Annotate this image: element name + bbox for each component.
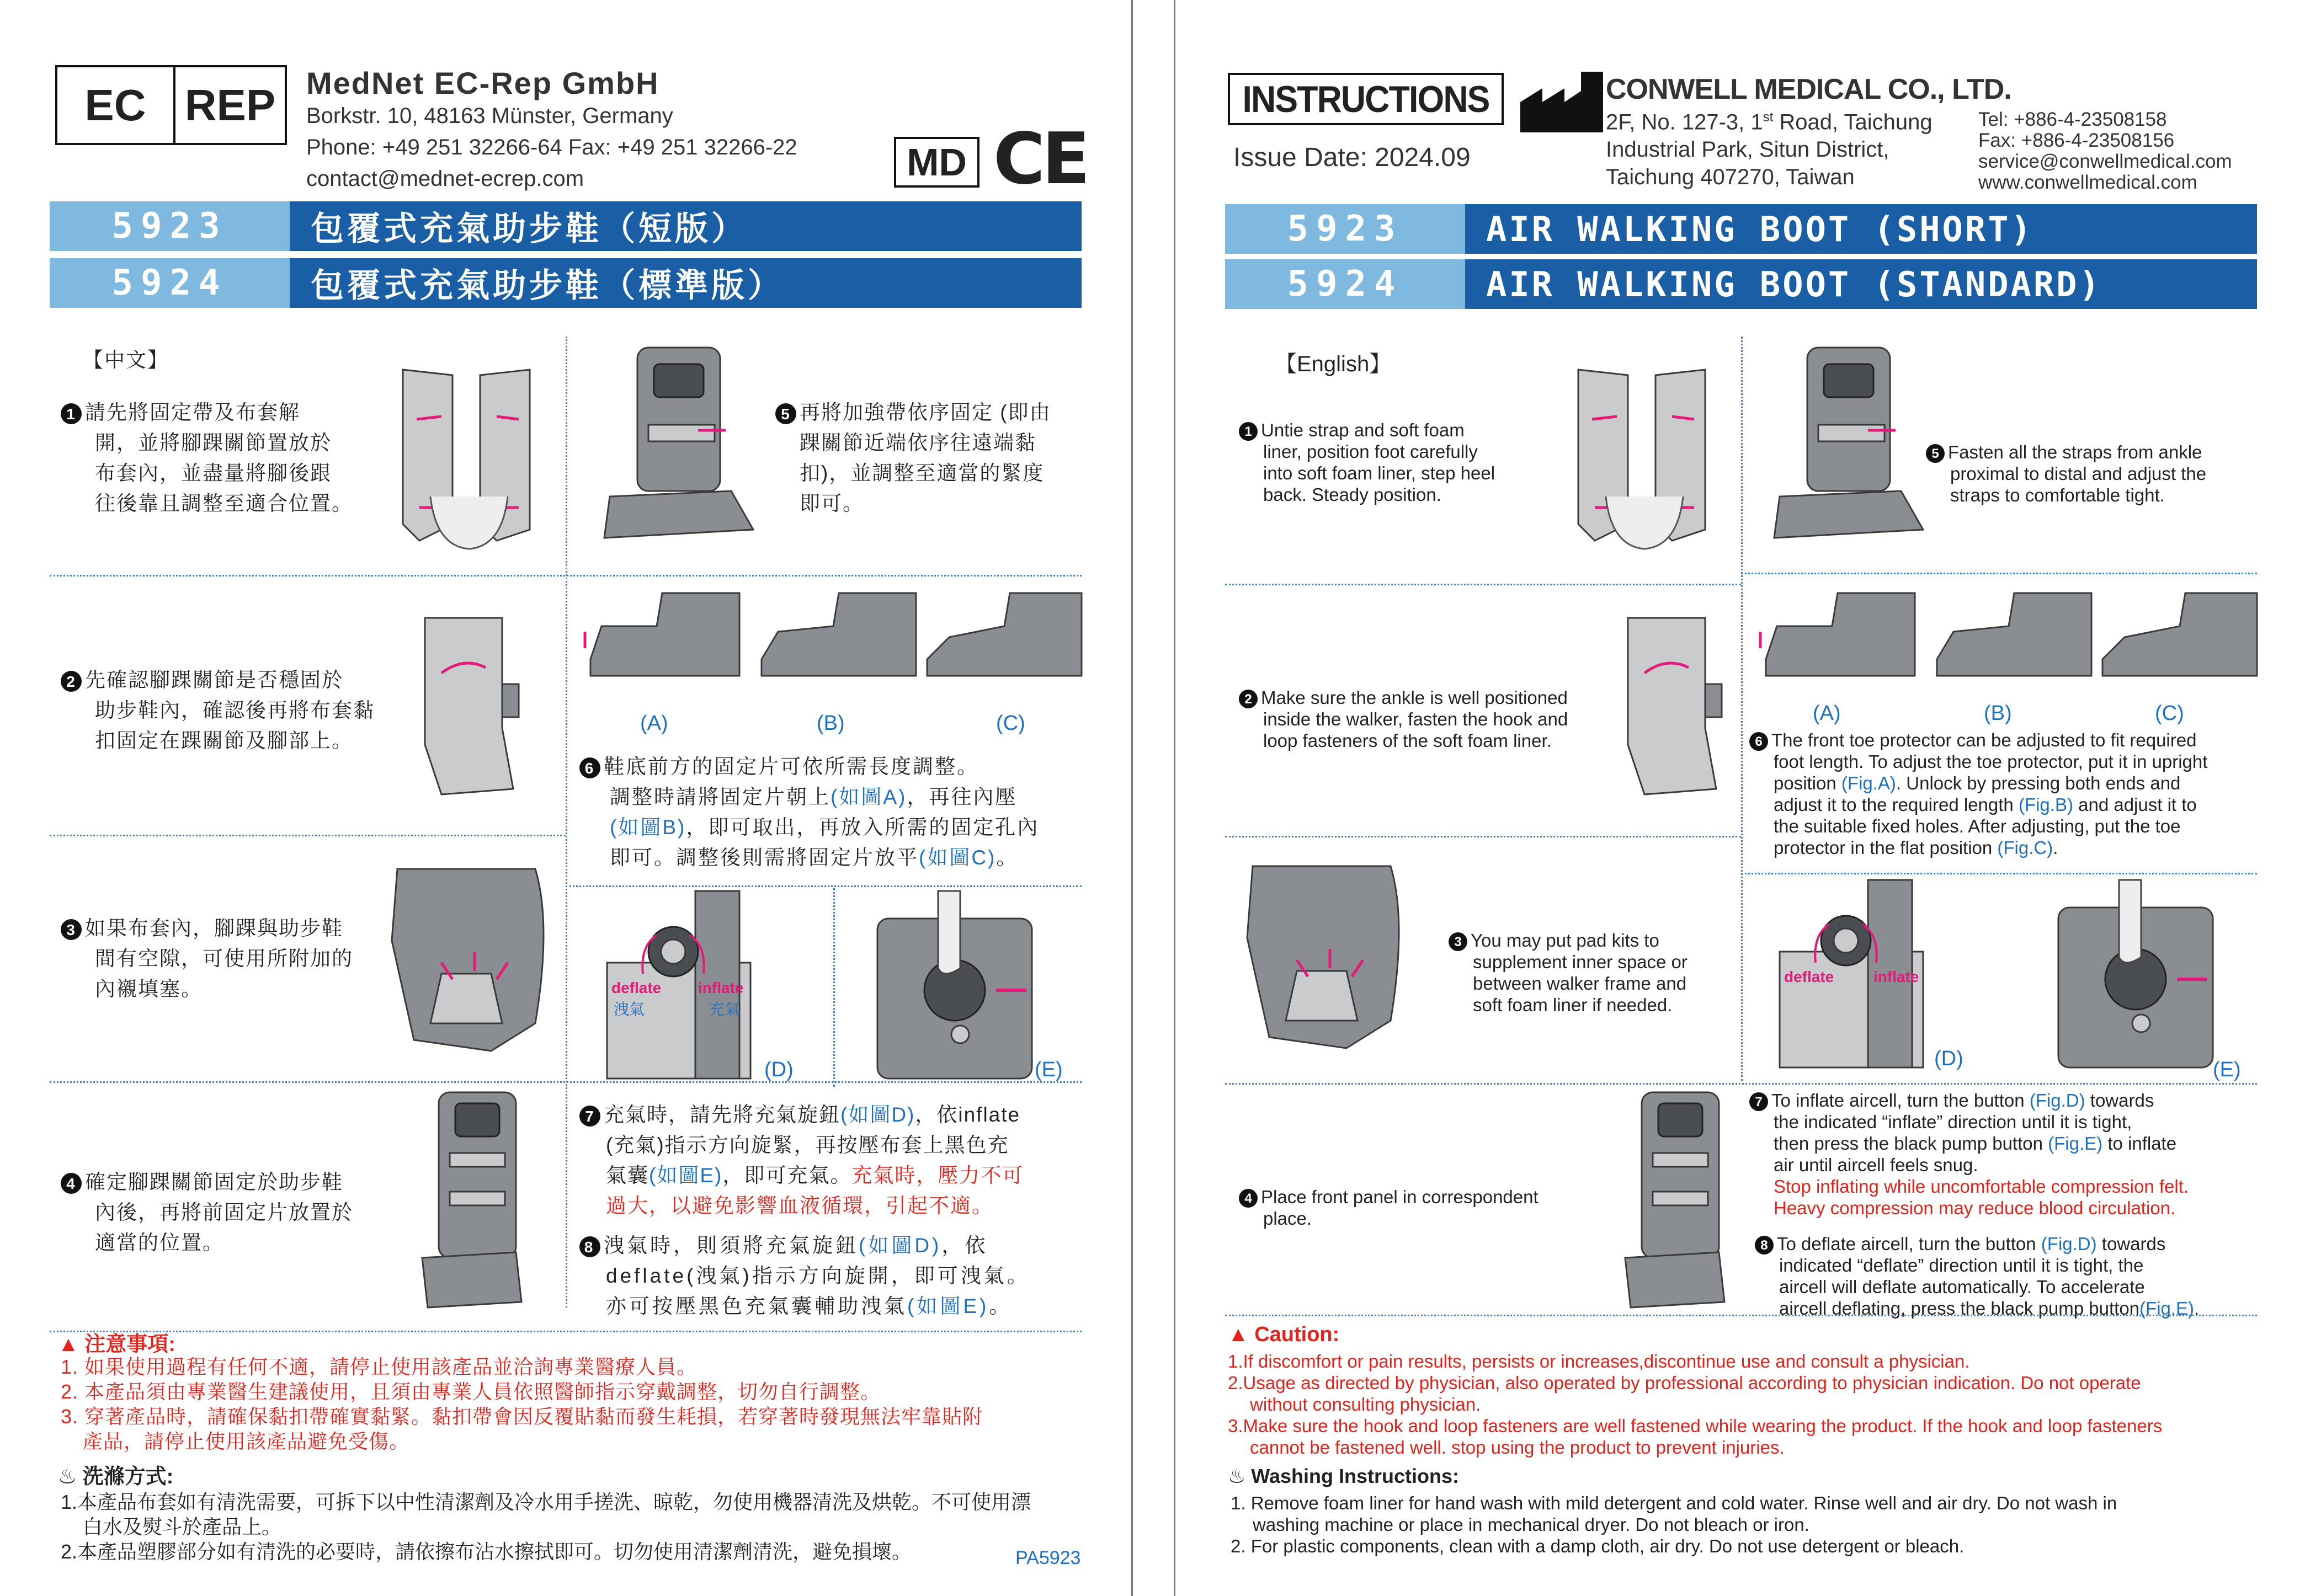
step-line: towards: [2096, 1234, 2166, 1254]
product-number: 5924: [1225, 259, 1465, 309]
step-number-1: 1: [1239, 422, 1258, 441]
product-bar-5923: [1225, 204, 2257, 254]
pad-kit-illustration: [381, 858, 557, 1062]
walking-boot-illustration: [417, 1092, 527, 1313]
warning-text: Heavy compression may reduce blood circulation.: [1774, 1198, 2176, 1219]
step-line: 間有空隙，可使用所附加的: [95, 947, 353, 970]
tel: Tel: +886-4-23508158: [1978, 109, 2167, 130]
warning-text: Stop inflating while uncomfortable compression felt.: [1774, 1176, 2189, 1197]
step-line: 即可。: [800, 492, 864, 515]
wash-item: 2. For plastic components, clean with a damp cloth, air dry. Do not use detergent or bleach.: [1231, 1536, 1965, 1556]
foot-liner-illustration: [1562, 359, 1727, 557]
step-8-text: [579, 1230, 1082, 1321]
instructions-label: [1228, 73, 1504, 125]
wash-heading: [58, 1459, 173, 1490]
divider: [1225, 1083, 2257, 1085]
step-line: 即可。調整後則需將固定片放平: [610, 846, 919, 869]
deflate-zh-label: 洩氣: [614, 1001, 645, 1018]
step-line: inside the walker, fasten the hook and: [1263, 709, 1568, 730]
step-line: 亦可按壓黑色充氣囊輔助洩氣: [606, 1295, 907, 1317]
step-line: soft foam liner if needed.: [1473, 995, 1673, 1016]
ec-rep-address: Borkstr. 10, 48163 Münster, Germany: [306, 104, 673, 128]
fig-ref: (Fig.D): [2041, 1234, 2097, 1254]
caution-triangle-icon: ▲: [58, 1333, 79, 1356]
issue-date: Issue Date: 2024.09: [1233, 143, 1471, 172]
caution-title: Caution:: [1254, 1323, 1340, 1346]
step-8-text: [1755, 1233, 2257, 1319]
step-line: air until aircell feels snug.: [1774, 1155, 1978, 1176]
step-number-1: 1: [61, 403, 82, 424]
step-line: Place front panel in correspondent: [1261, 1187, 1539, 1207]
step-7-text: [579, 1099, 1082, 1221]
step-line: 調整時請將固定片朝上: [610, 786, 831, 808]
step-line: 扣固定在踝關節及腳部上。: [95, 729, 353, 752]
step-5-text: [1926, 441, 2257, 506]
caution-heading: [1228, 1323, 1339, 1347]
step-number-8: 8: [579, 1236, 600, 1257]
product-bar-5924: [50, 258, 1082, 308]
caution-item: cannot be fastened well. stop using the product to prevent injuries.: [1250, 1437, 1785, 1458]
step-line: 內後，再將前固定片放置於: [95, 1201, 353, 1224]
step-line: ，即可取出，再放入所需的固定孔內: [686, 816, 1040, 839]
wash-item: 白水及熨斗於產品上。: [83, 1515, 282, 1538]
toe-protector-illustration-c: [2102, 593, 2257, 681]
pad-kit-illustration: [1236, 855, 1413, 1059]
address-line: Industrial Park, Situn District,: [1606, 137, 1889, 162]
step-line: 扣)，並調整至適當的緊度: [800, 462, 1045, 484]
product-title: 包覆式充氣助步鞋（短版）: [290, 201, 1082, 251]
step-line: 充氣時，請先將充氣旋鈕: [604, 1103, 840, 1126]
toe-protector-illustration-a: [1755, 593, 1920, 681]
step-line: into soft foam liner, step heel: [1263, 463, 1495, 484]
step-3-text: [1449, 930, 1727, 1016]
divider: [1225, 584, 1741, 585]
fig-ref: (如圖C): [919, 846, 997, 869]
manufacturer-name: CONWELL MEDICAL CO., LTD.: [1606, 73, 2011, 105]
step-line: 先確認腳踝關節是否穩固於: [85, 669, 343, 691]
fig-ref: (Fig.E): [2139, 1298, 2195, 1319]
email: service@conwellmedical.com: [1978, 151, 2232, 172]
divider: [1741, 573, 2257, 574]
step-line: 開，並將腳踝關節置放於: [95, 431, 332, 454]
fig-d-label: (D): [764, 1058, 794, 1081]
step-number-7: 7: [579, 1106, 600, 1127]
wash-list: [61, 1490, 1031, 1564]
caution-item: 1. 如果使用過程有任何不適，請停止使用該產品並洽詢專業醫療人員。: [61, 1355, 698, 1378]
step-7-text: [1749, 1090, 2257, 1219]
wash-heading: [1228, 1465, 1459, 1488]
ec-rep-label: [55, 65, 287, 145]
step-line: and adjust it to: [2073, 794, 2197, 815]
step-number-3: 3: [61, 919, 82, 940]
fig-e-label: (E): [2213, 1058, 2241, 1081]
step-line: 內襯填塞。: [95, 978, 203, 1000]
step-number-5: 5: [1926, 444, 1945, 463]
product-bar-5923: [50, 201, 1082, 251]
step-line: ，即可充氣。: [722, 1164, 852, 1187]
step-1-text: [61, 397, 370, 519]
md-mark-icon: [894, 137, 980, 188]
md-text: MD: [907, 141, 967, 184]
step-line: 確定腳踝關節固定於助步鞋: [85, 1171, 343, 1193]
step-line: You may put pad kits to: [1471, 930, 1659, 951]
step-number-2: 2: [61, 671, 82, 692]
address-sup: st: [1763, 110, 1774, 125]
wash-item: 1.本產品布套如有清洗需要，可拆下以中性清潔劑及冷水用手搓洗、晾乾，勿使用機器清洗及烘乾。不可使用漂: [61, 1491, 1031, 1513]
caution-item: 2. 本產品須由專業醫生建議使用，且須由專業人員依照醫師指示穿戴調整，切勿自行調整。: [61, 1380, 881, 1403]
fig-ref: (如圖D): [859, 1234, 942, 1257]
address-line: 2F, No. 127-3, 1: [1606, 110, 1763, 135]
walking-boot-illustration: [1769, 348, 1929, 552]
caution-title: 注意事項:: [84, 1333, 175, 1356]
step-line: foot length. To adjust the toe protector, put it in upright: [1774, 751, 2208, 772]
step-line: 布套內，並盡量將腳後跟: [95, 462, 332, 484]
toe-protector-illustration-b: [756, 593, 922, 681]
step-line: 請先將固定帶及布套解: [85, 401, 300, 424]
divider: [1225, 836, 1741, 837]
step-5-text: [775, 397, 1084, 519]
fig-d-label: (D): [1934, 1047, 1963, 1070]
step-line: (充氣)指示方向旋緊，再按壓布套上黑色充: [606, 1134, 1009, 1156]
english-page: [1175, 0, 2305, 1596]
ec-rep-phone: Phone: +49 251 32266-64 Fax: +49 251 32266-22: [306, 135, 797, 159]
fig-ref: (Fig.E): [2048, 1133, 2103, 1154]
caution-item: 產品，請停止使用該產品避免受傷。: [83, 1430, 410, 1453]
toe-protector-illustration-c: [927, 593, 1082, 681]
step-line: to inflate: [2102, 1133, 2177, 1154]
fax: Fax: +886-4-23508156: [1978, 130, 2175, 151]
step-line: Fasten all the straps from ankle: [1948, 442, 2202, 462]
fig-ref: (Fig.A): [1841, 773, 1896, 794]
step-line: Make sure the ankle is well positioned: [1261, 687, 1568, 708]
caution-list: [61, 1354, 983, 1454]
step-line: 。: [996, 846, 1019, 869]
website: www.conwellmedical.com: [1978, 172, 2197, 193]
caution-item: 1.If discomfort or pain results, persists or increases,discontinue use and consult a physician.: [1228, 1351, 1970, 1371]
step-line: position: [1774, 773, 1841, 794]
step-number-6: 6: [579, 757, 600, 778]
step-2-text: [61, 665, 403, 756]
walking-boot-illustration: [599, 348, 759, 552]
divider: [566, 337, 567, 1307]
fig-ref: (Fig.B): [2018, 794, 2073, 815]
product-number: 5923: [50, 201, 290, 251]
step-6-text: [1749, 729, 2257, 858]
product-number: 5924: [50, 258, 290, 308]
step-line: straps to comfortable tight.: [1950, 485, 2165, 506]
step-line: adjust it to the required length: [1774, 794, 2019, 815]
fig-ref: (Fig.D): [2029, 1090, 2085, 1111]
air-pump-illustration-e: [2058, 880, 2213, 1073]
caution-item: 3. 穿著產品時，請確保黏扣帶確實黏緊。黏扣帶會因反覆貼黏而發生耗損，若穿著時發現無法牢靠貼附: [61, 1405, 983, 1428]
step-line: between walker frame and: [1473, 973, 1687, 994]
product-code: PA5923: [1015, 1547, 1081, 1568]
fig-ref: (如圖B): [610, 816, 686, 839]
step-line: 氣囊: [606, 1164, 649, 1187]
caution-list: [1228, 1351, 2257, 1458]
language-label: 【中文】: [83, 349, 169, 371]
divider: [566, 885, 1082, 887]
step-number-4: 4: [1239, 1189, 1258, 1208]
ce-mark-icon: CE: [993, 118, 1087, 200]
step-line: proximal to distal and adjust the: [1950, 463, 2207, 484]
step-1-text: [1239, 419, 1526, 505]
page-fold: [1131, 0, 1175, 1596]
step-line: aircell deflating, press the black pump button: [1779, 1298, 2140, 1319]
chinese-page: [0, 0, 1131, 1596]
wash-tub-icon: ♨: [58, 1465, 77, 1488]
caution-heading: [58, 1327, 175, 1357]
language-label: 【English】: [1275, 352, 1392, 376]
rep-text: REP: [184, 80, 276, 130]
wash-list: [1231, 1492, 2117, 1557]
step-line: 如果布套內，腳踝與助步鞋: [85, 917, 343, 940]
product-title: 包覆式充氣助步鞋（標準版）: [290, 258, 1082, 308]
contact-block: [1978, 109, 2232, 193]
divider: [50, 1331, 1082, 1332]
caution-item: 3.Make sure the hook and loop fasteners are well fastened while wearing the product. If the hook and loop fasteners: [1228, 1416, 2163, 1436]
warning-text: 充氣時，壓力不可: [851, 1164, 1024, 1187]
step-line: towards: [2085, 1090, 2154, 1111]
step-line: ，依inflate: [915, 1103, 1021, 1126]
caution-item: without consulting physician.: [1250, 1394, 1481, 1414]
divider: [50, 835, 566, 836]
step-line: ，再往內壓: [907, 786, 1018, 808]
product-title: AIR WALKING BOOT (STANDARD): [1465, 259, 2257, 309]
foot-liner-illustration: [1611, 596, 1733, 811]
fig-ref: (如圖E): [907, 1295, 989, 1317]
product-title: AIR WALKING BOOT (SHORT): [1465, 204, 2257, 254]
step-line: To deflate aircell, turn the button: [1777, 1234, 2041, 1254]
inflate-zh-label: 充氣: [709, 1001, 741, 1018]
fig-b-label: (B): [1984, 702, 2012, 725]
foot-liner-illustration: [386, 359, 552, 557]
ec-rep-company: MedNet EC-Rep GmbH: [306, 66, 659, 100]
step-4-text: [1239, 1186, 1581, 1229]
wash-item: 1. Remove foam liner for hand wash with mild detergent and cold water. Rinse well and air dry. Do not wash in: [1231, 1493, 2117, 1513]
product-bar-5924: [1225, 259, 2257, 309]
step-number-6: 6: [1749, 732, 1768, 751]
ec-rep-email: contact@mednet-ecrep.com: [306, 167, 584, 191]
fig-a-label: (A): [640, 712, 668, 735]
toe-protector-illustration-b: [1931, 593, 2097, 681]
manufacturer-address: [1606, 104, 1933, 191]
step-line: .: [2053, 837, 2058, 858]
step-number-8: 8: [1755, 1236, 1774, 1255]
step-line: deflate(洩氣)指示方向旋開，即可洩氣。: [606, 1264, 1030, 1287]
wash-title: 洗滌方式:: [82, 1465, 174, 1488]
step-line: loop fasteners of the soft foam liner.: [1263, 730, 1552, 751]
step-line: the indicated “inflate” direction until it is tight,: [1774, 1112, 2132, 1133]
fig-ref: (Fig.C): [1997, 837, 2053, 858]
step-number-4: 4: [61, 1173, 82, 1194]
fig-ref: (如圖D): [840, 1103, 915, 1126]
step-line: the suitable fixed holes. After adjusting, put the toe: [1774, 816, 2181, 837]
divider: [50, 575, 1082, 577]
step-line: liner, position foot carefully: [1263, 441, 1478, 462]
inflate-label: inflate: [1873, 968, 1919, 985]
caution-triangle-icon: ▲: [1228, 1323, 1249, 1346]
divider: [1741, 337, 1743, 1081]
divider: [1741, 873, 2257, 874]
product-number: 5923: [1225, 204, 1465, 254]
step-line: ，依: [941, 1234, 988, 1257]
walking-boot-illustration: [1620, 1092, 1730, 1313]
divider: [833, 888, 835, 1087]
caution-item: 2.Usage as directed by physician, also operated by professional according to physician indication. Do not operate: [1228, 1373, 2141, 1393]
step-number-3: 3: [1449, 932, 1467, 951]
step-number-2: 2: [1239, 690, 1258, 708]
step-number-7: 7: [1749, 1092, 1768, 1111]
wash-title: Washing Instructions:: [1251, 1465, 1459, 1487]
step-line: Untie strap and soft foam: [1261, 420, 1465, 440]
step-line: 再將加強帶依序固定 (即由: [800, 401, 1051, 424]
step-line: 踝關節近端依序往遠端黏: [800, 431, 1036, 454]
toe-protector-illustration-a: [579, 593, 745, 681]
step-line: supplement inner space or: [1473, 952, 1688, 973]
step-line: place.: [1263, 1208, 1312, 1229]
step-line: back. Steady position.: [1263, 484, 1441, 505]
step-line: 。: [989, 1295, 1013, 1317]
warning-text: 過大，以避免影響血液循環，引起不適。: [606, 1194, 993, 1217]
step-line: aircell will deflate automatically. To accelerate: [1779, 1277, 2145, 1298]
manufacturer-icon: [1520, 72, 1609, 132]
ec-text: EC: [57, 67, 175, 143]
fig-e-label: (E): [1035, 1058, 1063, 1081]
step-line: indicated “deflate” direction until it is tight, the: [1779, 1255, 2144, 1276]
address-line: Road, Taichung: [1773, 110, 1933, 135]
step-6-text: [579, 751, 1082, 873]
step-3-text: [61, 913, 392, 1004]
step-line: 助步鞋內，確認後再將布套黏: [95, 699, 375, 722]
step-4-text: [61, 1167, 392, 1258]
inflate-label: inflate: [698, 979, 744, 996]
fig-ref: (如圖A): [831, 786, 907, 808]
deflate-label: deflate: [1784, 968, 1834, 985]
step-line: .: [2194, 1298, 2200, 1319]
step-line: 適當的位置。: [95, 1231, 224, 1254]
fig-c-label: (C): [996, 712, 1025, 735]
step-line: then press the black pump button: [1774, 1133, 2048, 1154]
wash-item: washing machine or place in mechanical dryer. Do not bleach or iron.: [1253, 1514, 1809, 1535]
step-line: 鞋底前方的固定片可依所需長度調整。: [604, 755, 979, 778]
step-number-5: 5: [775, 403, 796, 424]
step-2-text: [1239, 687, 1581, 751]
step-line: 洩氣時，則須將充氣旋鈕: [604, 1234, 859, 1257]
fig-ref: (如圖E): [649, 1164, 723, 1187]
air-pump-illustration-e: [877, 891, 1032, 1084]
fig-c-label: (C): [2155, 702, 2184, 725]
instructions-text: INSTRUCTIONS: [1242, 78, 1489, 120]
step-line: The front toe protector can be adjusted to fit required: [1771, 730, 2197, 750]
step-line: 往後靠且調整至適合位置。: [95, 492, 353, 515]
wash-tub-icon: ♨: [1228, 1465, 1246, 1487]
address-line: Taichung 407270, Taiwan: [1606, 165, 1855, 190]
step-line: To inflate aircell, turn the button: [1771, 1090, 2030, 1111]
wash-item: 2.本產品塑膠部分如有清洗的必要時，請依擦布沾水擦拭即可。切勿使用清潔劑清洗，避免損壞。: [61, 1540, 912, 1563]
fig-b-label: (B): [817, 712, 845, 735]
foot-liner-illustration: [408, 596, 530, 811]
fig-a-label: (A): [1813, 702, 1841, 725]
deflate-label: deflate: [611, 979, 662, 996]
step-line: . Unlock by pressing both ends and: [1896, 773, 2181, 794]
step-line: protector in the flat position: [1774, 837, 1998, 858]
